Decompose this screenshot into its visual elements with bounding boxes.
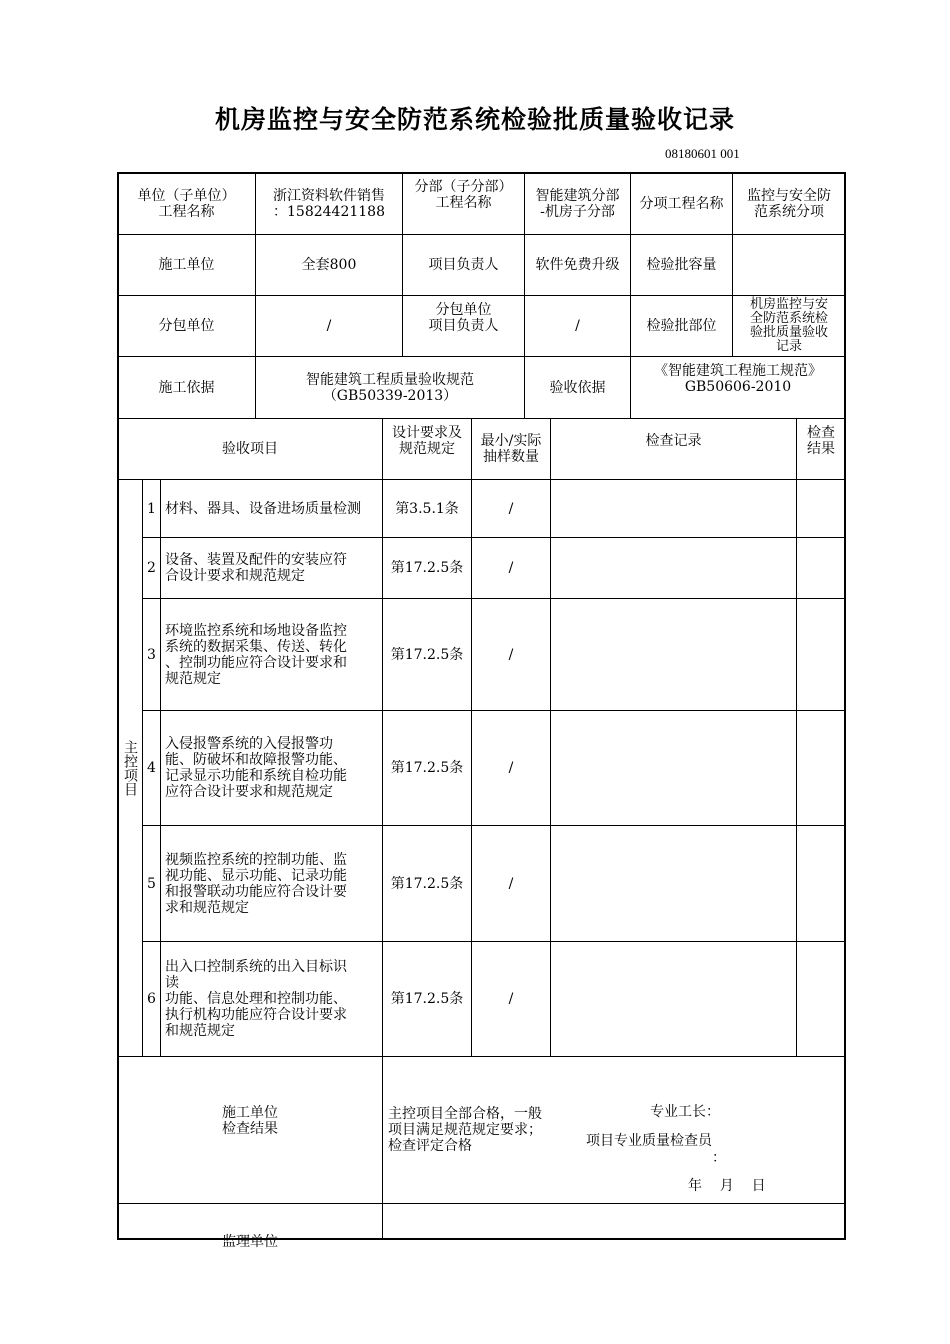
capacity-label: 检验批容量 — [630, 234, 733, 296]
contractor-value: 全套800 — [255, 234, 403, 296]
sub-pm-label: 分包单位 项目负责人 — [402, 295, 525, 357]
row-item: 入侵报警系统的入侵报警功 能、防破坏和故障报警功能、 记录显示功能和系统自检功能 应符合设计要求和规范规定 — [160, 710, 383, 826]
row-clause: 第17.2.5条 — [382, 537, 472, 599]
sub-pm-value: / — [524, 295, 631, 357]
row-result — [796, 941, 846, 1057]
row-sample: / — [471, 825, 551, 942]
row-record — [550, 710, 797, 826]
part-value: 机房监控与安 全防范系统检 验批质量验收 记录 — [732, 295, 846, 357]
col-result-header: 检查 结果 — [796, 418, 846, 480]
capacity-value — [732, 234, 846, 296]
row-clause: 第17.2.5条 — [382, 941, 472, 1057]
row-result — [796, 479, 846, 538]
division-value: 智能建筑分部 -机房子分部 — [524, 172, 631, 235]
row-item: 设备、装置及配件的安装应符 合设计要求和规范规定 — [160, 537, 383, 599]
row-clause: 第17.2.5条 — [382, 825, 472, 942]
item-value: 监控与安全防 范系统分项 — [732, 172, 846, 235]
row-clause: 第17.2.5条 — [382, 710, 472, 826]
row-item: 视频监控系统的控制功能、监 视功能、显示功能、记录功能 和报警联动功能应符合设计要 求和规范规定 — [160, 825, 383, 942]
basis-label: 施工依据 — [117, 356, 256, 419]
supervisor-label: 监理单位 — [117, 1203, 383, 1240]
row-result — [796, 598, 846, 711]
pm-value: 软件免费升级 — [524, 234, 631, 296]
form-code: 08180601 001 — [665, 146, 740, 161]
row-sample: / — [471, 479, 551, 538]
row-result — [796, 710, 846, 826]
row-record — [550, 479, 797, 538]
item-label: 分项工程名称 — [630, 172, 733, 235]
row-result — [796, 537, 846, 599]
row-no: 4 — [142, 710, 161, 826]
row-record — [550, 598, 797, 711]
supervisor-cell — [382, 1203, 846, 1240]
main-control-label — [117, 479, 143, 1057]
row-item: 环境监控系统和场地设备监控 系统的数据采集、传送、转化 、控制功能应符合设计要求和 规范规定 — [160, 598, 383, 711]
row-clause: 第17.2.5条 — [382, 598, 472, 711]
row-record — [550, 825, 797, 942]
pm-label: 项目负责人 — [402, 234, 525, 296]
check-date: 年 月 日 — [688, 1178, 766, 1194]
division-label: 分部（子分部） 工程名称 — [402, 172, 525, 235]
row-clause: 第3.5.1条 — [382, 479, 472, 538]
accept-value: 《智能建筑工程施工规范》 GB50606-2010 — [630, 356, 846, 419]
row-sample: / — [471, 598, 551, 711]
row-no: 1 — [142, 479, 161, 538]
unit-value: 浙江资料软件销售 ：15824421188 — [255, 172, 403, 235]
foreman-label: 专业工长： — [650, 1104, 720, 1120]
contractor-check-label: 施工单位 检查结果 — [117, 1056, 383, 1204]
sub-value: / — [255, 295, 403, 357]
row-sample: / — [471, 710, 551, 826]
row-record — [550, 941, 797, 1057]
row-record — [550, 537, 797, 599]
part-label: 检验批部位 — [630, 295, 733, 357]
row-no: 5 — [142, 825, 161, 942]
inspector-label: 项目专业质量检查员 — [586, 1133, 712, 1149]
col-sample-header: 最小/实际 抽样数量 — [471, 418, 551, 480]
sub-label: 分包单位 — [117, 295, 256, 357]
main-control-text: 主控项目 — [122, 740, 138, 796]
row-no: 6 — [142, 941, 161, 1057]
col-record-header: 检查记录 — [550, 418, 797, 480]
basis-value: 智能建筑工程质量验收规范 （GB50339-2013） — [255, 356, 525, 419]
row-sample: / — [471, 537, 551, 599]
row-sample: / — [471, 941, 551, 1057]
unit-label: 单位（子单位） 工程名称 — [117, 172, 256, 235]
inspector-colon: ： — [712, 1150, 726, 1166]
col-item-header: 验收项目 — [117, 418, 383, 480]
contractor-label: 施工单位 — [117, 234, 256, 296]
row-no: 3 — [142, 598, 161, 711]
check-conclusion: 主控项目全部合格，一般 项目满足规范规定要求； 检查评定合格 — [388, 1106, 542, 1154]
row-no: 2 — [142, 537, 161, 599]
page-title: 机房监控与安全防范系统检验批质量验收记录 — [214, 105, 735, 134]
row-result — [796, 825, 846, 942]
accept-label: 验收依据 — [524, 356, 631, 419]
col-design-header: 设计要求及 规范规定 — [382, 418, 472, 480]
row-item: 出入口控制系统的出入目标识 读 功能、信息处理和控制功能、 执行机构功能应符合设计要求 和规范规定 — [160, 941, 383, 1057]
row-item: 材料、器具、设备进场质量检测 — [160, 479, 383, 538]
